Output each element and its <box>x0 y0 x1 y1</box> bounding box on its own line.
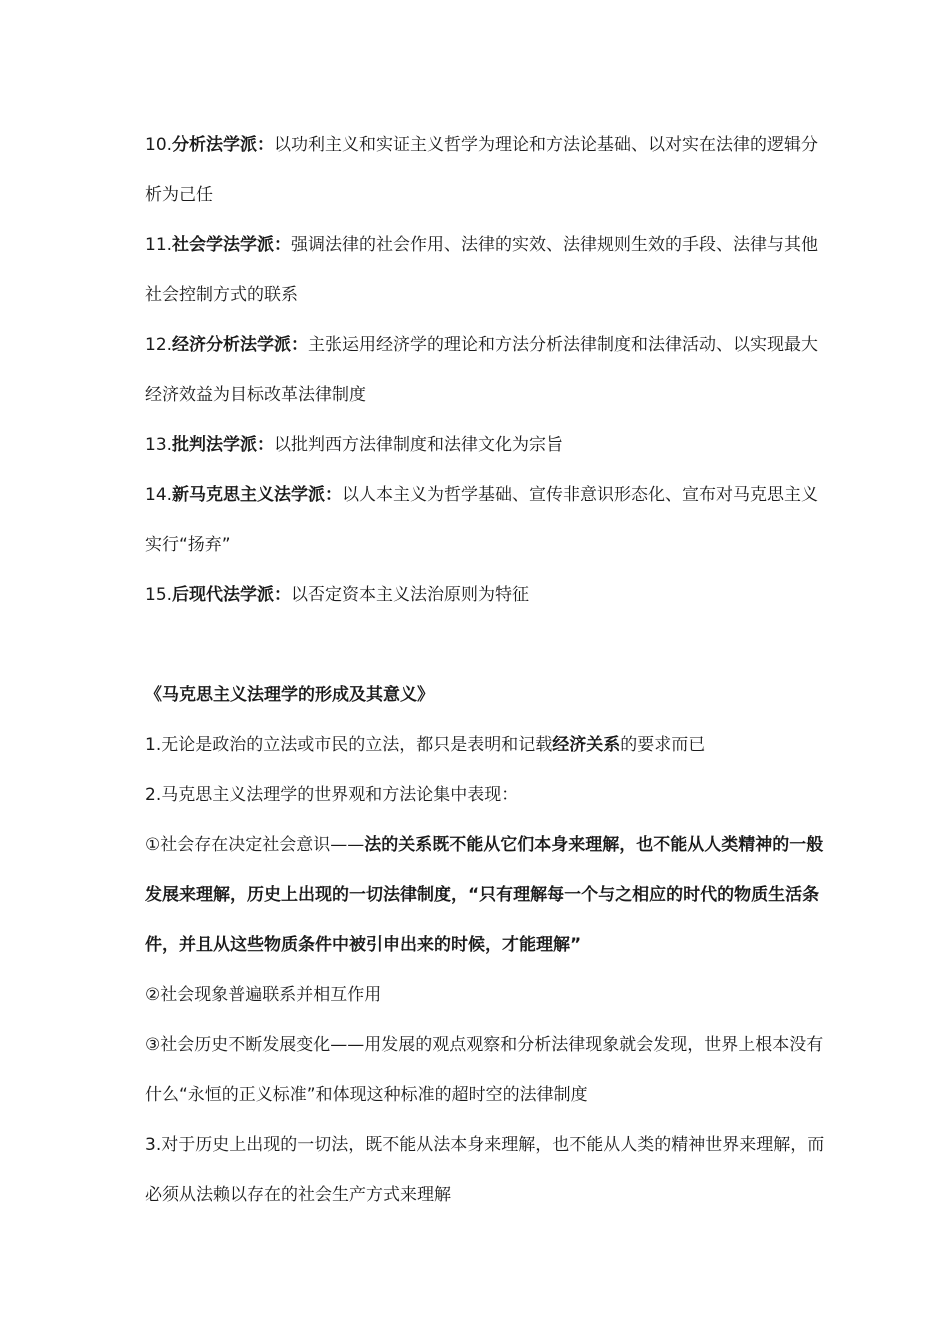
school-name: 社会学法学派： <box>172 235 292 255</box>
section-title: 《马克思主义法理学的形成及其意义》 <box>145 685 434 705</box>
document-page <box>145 120 825 1220</box>
point-3: 3.对于历史上出现的一切法，既不能从法本身来理解，也不能从人类的精神世界来理解，而必须从法赖以存在的社会生产方式来理解 <box>145 1135 825 1205</box>
sub-point-1-emphasis: 法的关系既不能从它们本身来理解，也不能从人类精神的一般发展来理解，历史上出现的一切法律制度，“只有理解每一个与之相应的时代的物质生活条件，并且从这些物质条件中被引申出来的时候，才能理解” <box>145 835 824 955</box>
school-item-11 <box>145 220 825 320</box>
school-item-10 <box>145 120 825 220</box>
item-number: 14. <box>145 485 173 505</box>
item-number: 11. <box>145 235 173 255</box>
section-spacer <box>145 620 825 670</box>
point-1: 1.无论是政治的立法或市民的立法，都只是表明和记载经济关系的要求而已 <box>145 735 706 755</box>
school-name: 分析法学派： <box>172 135 275 155</box>
school-item-14 <box>145 470 825 570</box>
school-item-15 <box>145 570 825 620</box>
emphasis-economic-relations: 经济关系 <box>552 735 621 755</box>
school-name: 后现代法学派： <box>172 585 292 605</box>
school-name: 批判法学派： <box>172 435 275 455</box>
school-description: 以人本主义为哲学基础、宣传非意识形态化、宣布对马克思主义实行“扬弃” <box>145 485 819 555</box>
sub-point-3: ③社会历史不断发展变化——用发展的观点观察和分析法律现象就会发现，世界上根本没有什么“永恒的正义标准”和体现这种标准的超时空的法律制度 <box>145 1035 824 1105</box>
school-description: 强调法律的社会作用、法律的实效、法律规则生效的手段、法律与其他社会控制方式的联系 <box>145 235 819 305</box>
school-name: 经济分析法学派： <box>172 335 309 355</box>
point-2: 2.马克思主义法理学的世界观和方法论集中表现： <box>145 785 519 805</box>
school-name: 新马克思主义法学派： <box>172 485 343 505</box>
school-description: 以否定资本主义法治原则为特征 <box>291 585 530 605</box>
school-item-12 <box>145 320 825 420</box>
school-description: 以功利主义和实证主义哲学为理论和方法论基础、以对实在法律的逻辑分析为己任 <box>145 135 819 205</box>
item-number: 10. <box>145 135 173 155</box>
school-item-13 <box>145 420 825 470</box>
item-number: 13. <box>145 435 173 455</box>
school-description: 主张运用经济学的理论和方法分析法律制度和法律活动、以实现最大经济效益为目标改革法律制度 <box>145 335 819 405</box>
item-number: 15. <box>145 585 173 605</box>
item-number: 12. <box>145 335 173 355</box>
sub-point-1: ①社会存在决定社会意识——法的关系既不能从它们本身来理解，也不能从人类精神的一般发展来理解，历史上出现的一切法律制度，“只有理解每一个与之相应的时代的物质生活条件，并且从这些物质条件中被引申出来的时候，才能理解” <box>145 835 824 955</box>
sub-point-2: ②社会现象普遍联系并相互作用 <box>145 985 382 1005</box>
school-description: 以批判西方法律制度和法律文化为宗旨 <box>274 435 564 455</box>
